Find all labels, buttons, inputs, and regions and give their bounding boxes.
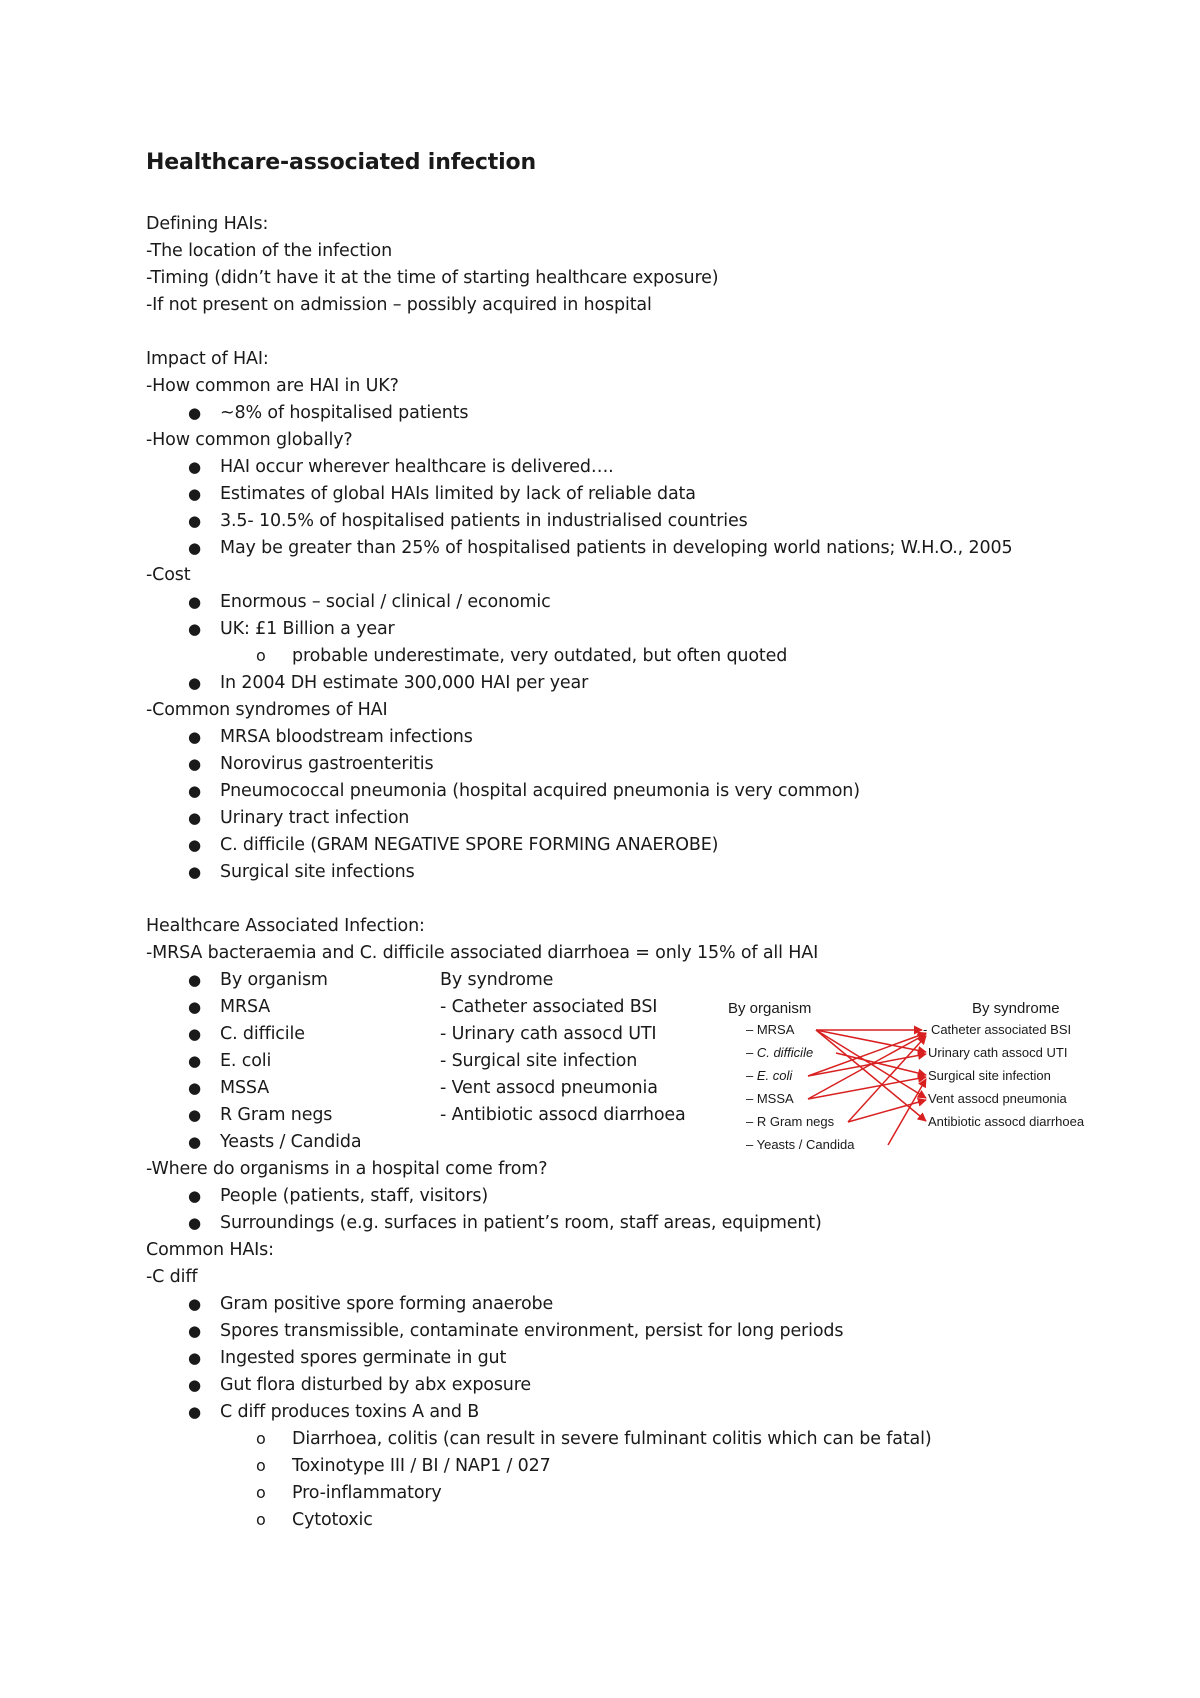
diagram-right-item: Urinary cath assocd UTI <box>928 1045 1068 1060</box>
impact-heading: Impact of HAI: <box>146 349 269 369</box>
bullet-icon: ● <box>188 1187 201 1205</box>
bullet-icon: ● <box>188 1376 201 1394</box>
diagram-right-header: By syndrome <box>972 1000 1060 1017</box>
defining-item: -The location of the infection <box>146 241 393 261</box>
bullet-icon: ● <box>188 620 201 638</box>
page-title: Healthcare-associated infection <box>146 150 537 175</box>
hai-heading: Healthcare Associated Infection: <box>146 916 425 936</box>
bullet-icon: ● <box>188 755 201 773</box>
organism-syndrome-diagram <box>728 994 1128 1164</box>
bullet-icon: ● <box>188 1322 201 1340</box>
bullet-icon: ● <box>188 809 201 827</box>
common-heading: Common HAIs: <box>146 1240 274 1260</box>
bullet-icon: ● <box>188 782 201 800</box>
diagram-right-item: - Catheter associated BSI <box>923 1022 1072 1037</box>
defining-item: -Timing (didn’t have it at the time of starting healthcare exposure) <box>146 268 719 288</box>
bullet-icon: ● <box>188 863 201 881</box>
diagram-left-item: – R Gram negs <box>746 1114 835 1129</box>
diagram-arrow <box>888 1079 926 1145</box>
bullet-icon: ● <box>188 485 201 503</box>
syndromes-question: -Common syndromes of HAI <box>146 700 388 720</box>
bullet-icon: ● <box>188 593 201 611</box>
bullet-icon: ● <box>188 1349 201 1367</box>
circle-bullet-icon: o <box>256 646 266 665</box>
diagram-left-item: – E. coli <box>746 1068 793 1083</box>
bullet-icon: ● <box>188 728 201 746</box>
bullet-icon: ● <box>188 404 201 422</box>
bullet-icon: ● <box>188 539 201 557</box>
document-page: Healthcare-associated infection Defining HAIs: -The location of the infection -Timing (didn’t have it at the time of starting healthcare exposure) -If not present on admission – possibly acquired in hospital Impact of HAI: -How common are HAI in UK? ● ~8% of hospitalised patients -How common globally? ● HAI occur wherever healthcare is delivered…. ● Estimates of global HAIs limited by lack of reliable data ● 3.5- 10.5% of hospitalised patients in industrialised countries ● May be greater than 25% of hospitalised patients in developing world nations; W.H.O., 2005 -Cost ● Enormous – social / clinical / economic ● UK: £1 Billion a year o probable underestimate, very outdated, but often quoted ● In 2004 DH estimate 300,000 HAI per year -Common syndromes of HAI ● MRSA bloodstream infections ● Norovirus gastroenteritis ● Pneumococcal pneumonia (hospital acquired pneumonia is very common) ● Urinary tract infection ● C. difficile (GRAM NEGATIVE SPORE FORMING ANAEROBE) ● Surgical site infections Healthcare Associated Infection: -MRSA bacteraemia and C. difficile associated diarrhoea = only 15% of all HAI ● By organism By syndrome ● MRSA - Catheter associated BSI ● C. difficile - Urinary cath assocd UTI ● E. coli - Surgical site infection ● MSSA - Vent assocd pneumonia ● R Gram negs - Antibiotic assocd diarrhoea ● Yeasts / Candida -Where do organisms in a hospital come from? ● People (patients, staff, visitors) ● Surroundings (e.g. surfaces in patient’s room, staff areas, equipment) Common HAIs: -C diff ● Gram positive spore forming anaerobe ● Spores transmissible, contaminate environment, persist for long periods ● Ingested spores germinate in gut ● Gut flora disturbed by abx exposure ● C diff produces toxins A and B o Diarrhoea, colitis (can result in severe fulminant colitis which can be fatal) o Toxinotype III / BI / NAP1 / 027 o Pro-inflammatory o Cytotoxic By organism By syndrome – MRSA – C. difficile – E. coli – MSSA – R Gram negs – Yeasts / Candida - Catheter associated BSI Urinary cath assocd UTI Surgical site infection Vent assocd pneumonia Antibiotic assocd diarrhoea <box>0 0 1200 1698</box>
bullet-icon: ● <box>188 458 201 476</box>
cost-question: -Cost <box>146 565 191 585</box>
cdiff-question: -C diff <box>146 1267 198 1287</box>
bullet-icon: ● <box>188 1214 201 1232</box>
circle-bullet-icon: o <box>256 1429 266 1448</box>
origin-question: -Where do organisms in a hospital come from? <box>146 1159 548 1179</box>
diagram-left-item: – MRSA <box>746 1022 795 1037</box>
bullet-icon: ● <box>188 512 201 530</box>
diagram-left-item: – C. difficile <box>746 1045 814 1060</box>
circle-bullet-icon: o <box>256 1510 266 1529</box>
diagram-right-item: Surgical site infection <box>928 1068 1051 1083</box>
diagram-right-item: Antibiotic assocd diarrhoea <box>928 1114 1085 1129</box>
bullet-icon: ● <box>188 1133 201 1151</box>
diagram-left-item: – Yeasts / Candida <box>746 1137 855 1152</box>
global-question: -How common globally? <box>146 430 353 450</box>
bullet-icon: ● <box>188 1079 201 1097</box>
diagram-arrow <box>808 1077 926 1099</box>
diagram-arrow <box>808 1034 926 1099</box>
diagram-left-header: By organism <box>728 1000 812 1017</box>
diagram-right-item: Vent assocd pneumonia <box>928 1091 1067 1106</box>
bullet-icon: ● <box>188 674 201 692</box>
circle-bullet-icon: o <box>256 1483 266 1502</box>
hai-line: -MRSA bacteraemia and C. difficile associated diarrhoea = only 15% of all HAI <box>146 943 819 963</box>
bullet-icon: ● <box>188 1295 201 1313</box>
bullet-icon: ● <box>188 1403 201 1421</box>
defining-heading: Defining HAIs: <box>146 214 269 234</box>
uk-question: -How common are HAI in UK? <box>146 376 399 396</box>
circle-bullet-icon: o <box>256 1456 266 1475</box>
bullet-icon: ● <box>188 998 201 1016</box>
diagram-left-item: – MSSA <box>746 1091 794 1106</box>
bullet-icon: ● <box>188 1025 201 1043</box>
bullet-icon: ● <box>188 971 201 989</box>
bullet-icon: ● <box>188 1106 201 1124</box>
bullet-icon: ● <box>188 836 201 854</box>
bullet-icon: ● <box>188 1052 201 1070</box>
defining-item: -If not present on admission – possibly acquired in hospital <box>146 295 652 315</box>
